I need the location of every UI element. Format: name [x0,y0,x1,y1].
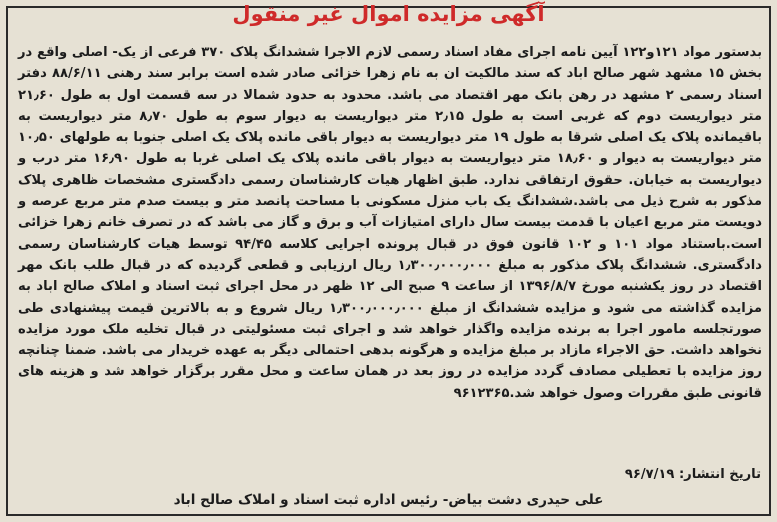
signature-line: علی حیدری دشت بیاض- رئیس اداره ثبت اسناد و املاک صالح اباد [173,492,604,508]
notice-body-text: بدستور مواد ۱۲۱و۱۲۲ آیین نامه اجرای مفاد اسناد رسمی لازم الاجرا ششدانگ پلاک ۳۷۰ فرعی از یک- اصلی واقع در بخش ۱۵ مشهد شهر صالح اباد که سند مالکیت ان به نام زهرا خزائی صادر شده است برابر سند رهنی ۸۸/۶/۱۱ دفتر اسناد رسمی ۲ مشهد در رهن بانک مهر اقتصاد می باشد. محدود به حدود شمالا در سه قسمت اول به طول ۲۱٫۶۰ متر دیواریست دوم که غربی است به طول ۲٫۱۵ متر دیواریست به دیوار سوم به طول ۸٫۷۰ متر دیواریست به باقیمانده پلاک یک اصلی شرقا به طول ۱۹ متر دیواریست به دیوار باقی مانده پلاک یک اصلی جنوبا به طولهای ۱۰٫۵۰ متر دیواریست به دیوار و ۱۸٫۶۰ متر دیواریست به دیوار باقی مانده پلاک یک اصلی غربا به طول ۱۶٫۹۰ متر درب و دیواریست به خیابان. حقوق ارتفاقی ندارد. طبق اظهار هیات کارشناسان رسمی دادگستری مشخصات ظاهری پلاک مذکور به شرح ذیل می باشد.ششدانگ یک باب منزل مسکونی با مساحت پانصد متر و بیست صدم متر مربع عرصه و دویست متر مربع اعیان با قدمت بیست سال دارای امتیازات آب و برق و گاز می باشد که در تصرف خانم زهرا خزائی است.باستناد مواد ۱۰۱ و ۱۰۲ قانون فوق در قبال پرونده اجرایی کلاسه ۹۴/۴۵ توسط هیات کارشناسان رسمی دادگستری. ششدانگ پلاک مذکور به مبلغ ۱٫۳۰۰٫۰۰۰٫۰۰۰ ریال ارزیابی و قطعی گردیده که در قبال طلب بانک مهر اقتصاد در روز یکشنبه مورخ ۱۳۹۶/۸/۷ از ساعت ۹ صبح الی ۱۲ ظهر در محل اجرای ثبت اسناد و املاک صالح اباد به مزایده گذاشته می شود و مزایده ششدانگ از مبلغ ۱٫۳۰۰٫۰۰۰٫۰۰۰ ریال شروع و به بالاترین قیمت پیشنهادی طی صورتجلسه مامور اجرا به برنده مزایده واگذار خواهد شد و اجرای ثبت مسئولیتی در قبال تخلیه ملک مورد مزایده نخواهد داشت. حق الاجراء مازاد بر مبلغ مزایده و هرگونه بدهی احتمالی دیگر به عهده خریدار می باشد. ضمنا چنانچه روز مزایده با تعطیلی مصادف گردد مزایده در روز بعد در همان ساعت و محل مقرر برگزار خواهد شد و هزینه های قانونی طبق مقررات وصول خواهد شد.۹۶۱۲۳۶۵ [18,45,763,401]
notice-body [18,42,762,404]
publish-date: تاریخ انتشار: ۹۶/۷/۱۹ [624,467,761,482]
notice-title: آگهی مزایده اموال غیر منقول [232,2,545,26]
